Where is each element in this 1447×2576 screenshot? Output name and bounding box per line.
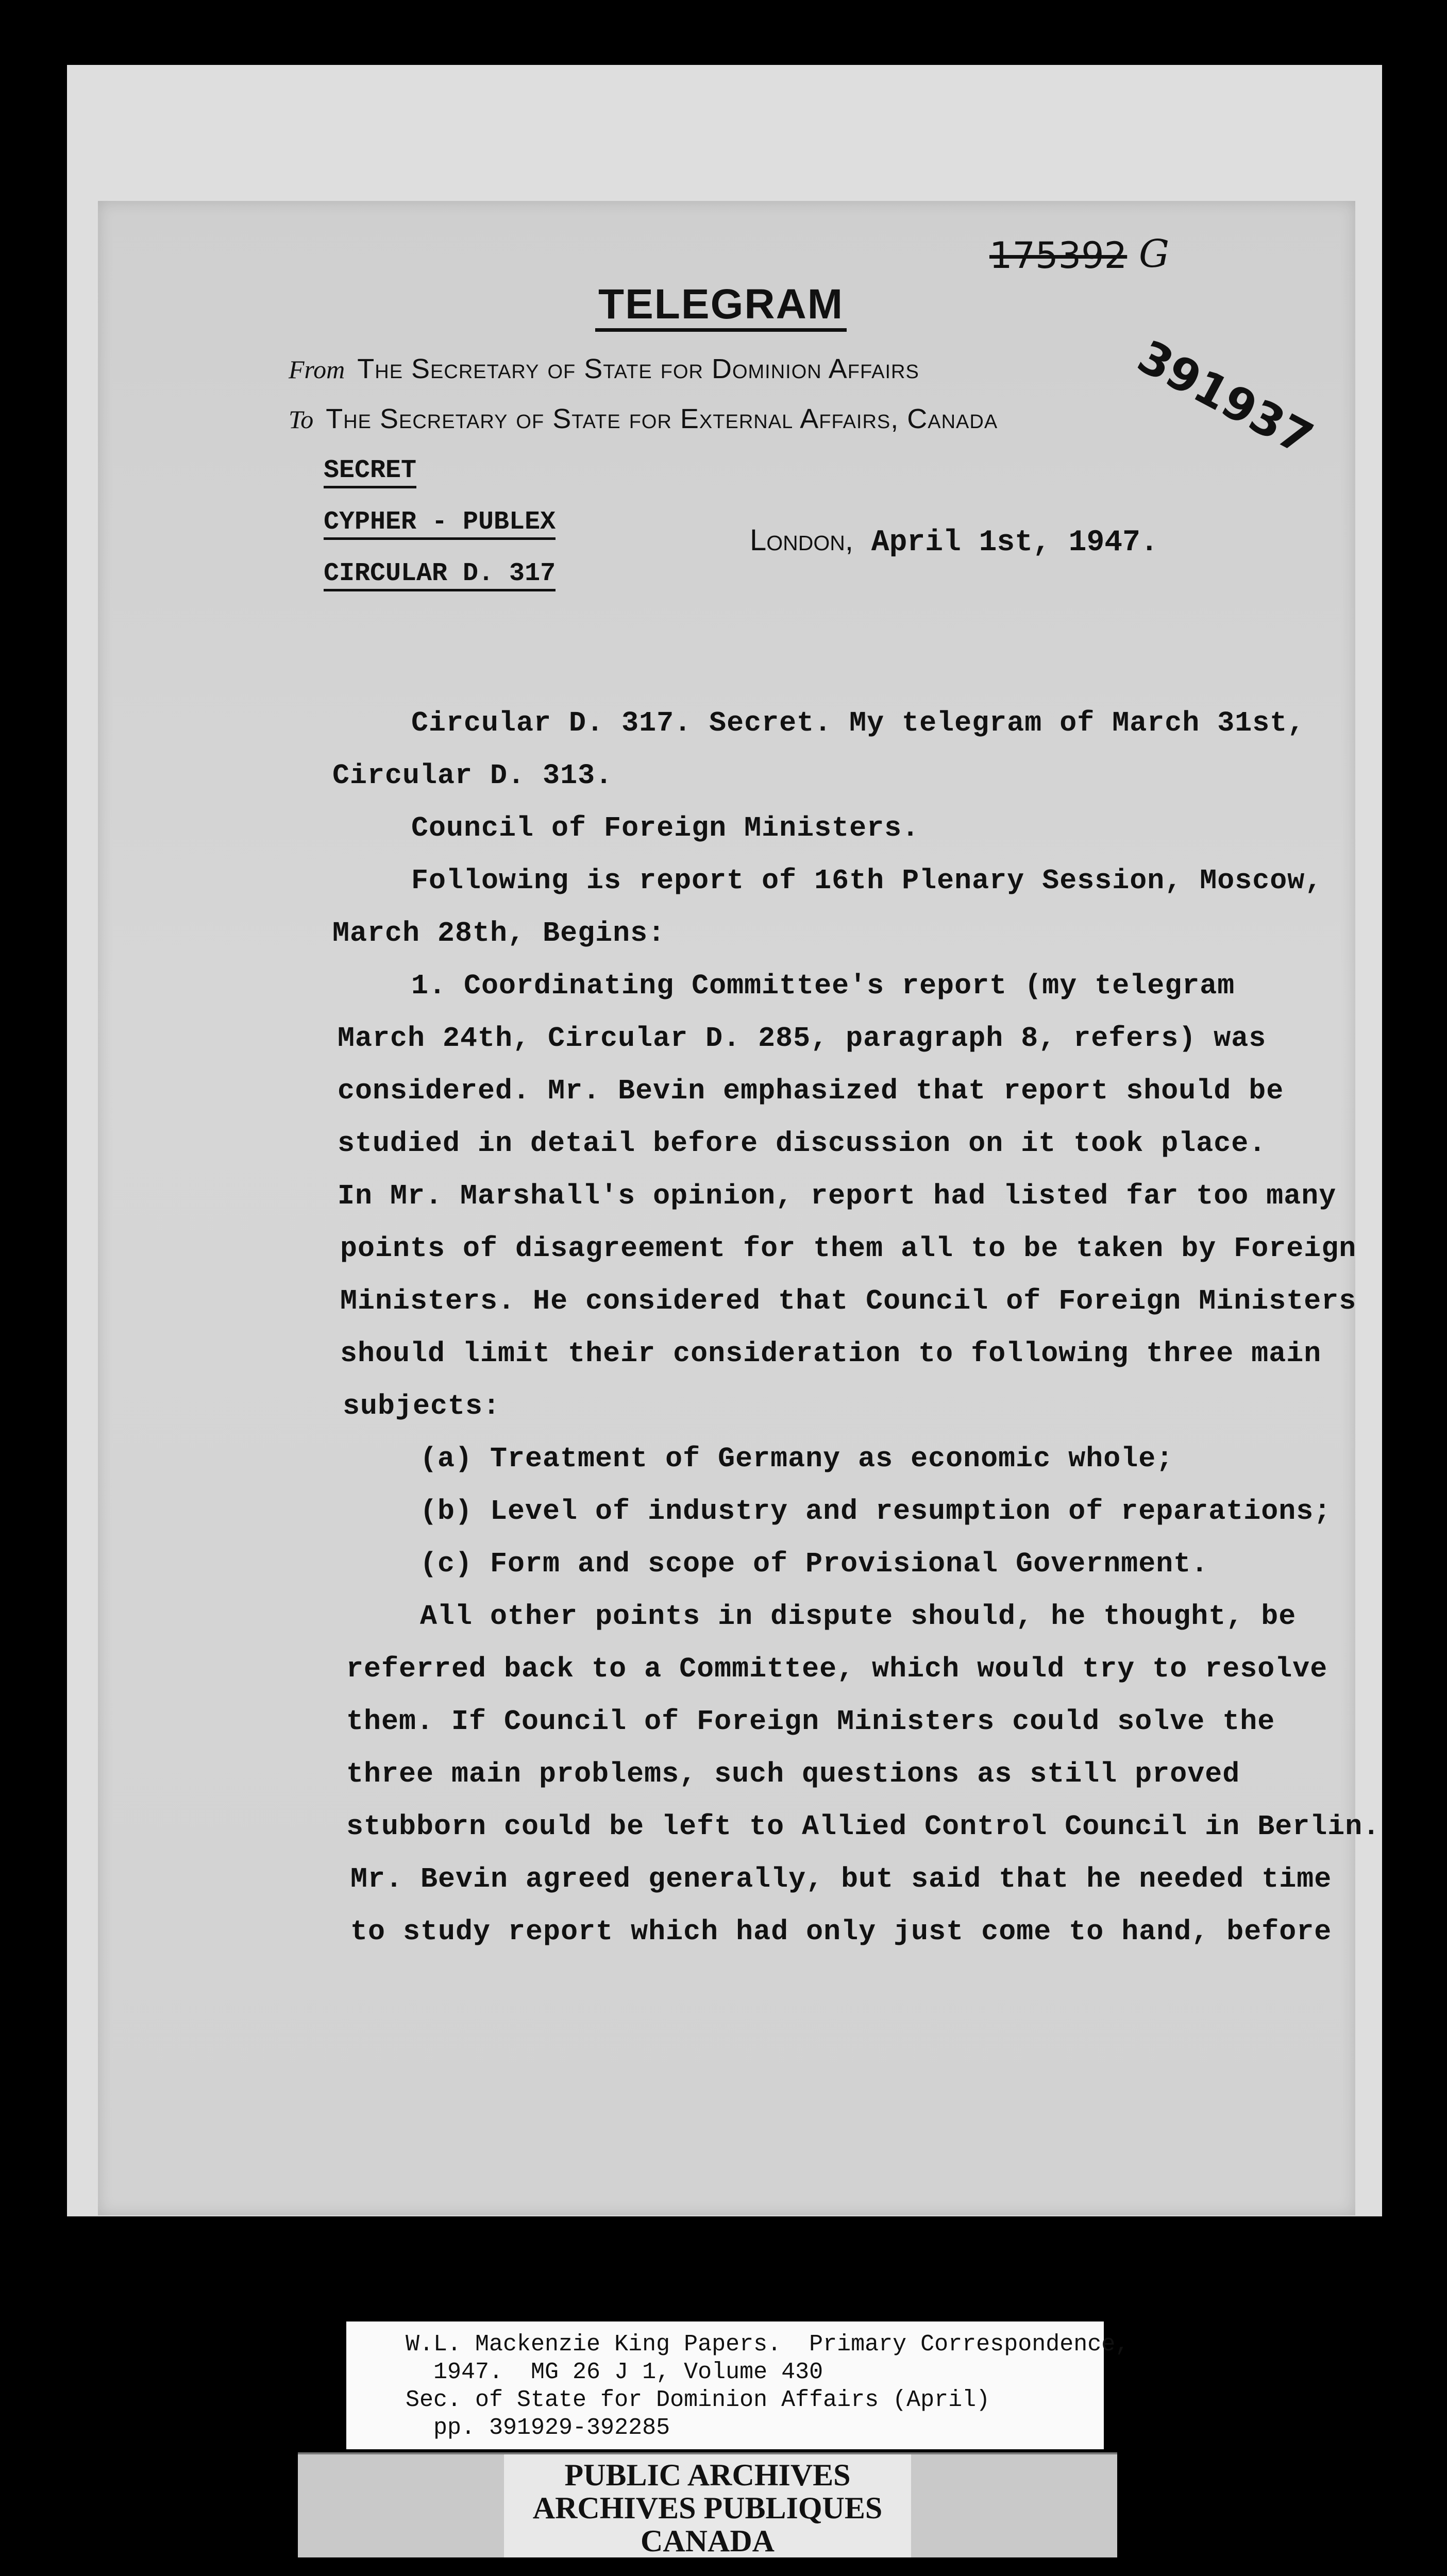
body-line: stubborn could be left to Allied Control Council in Berlin.: [346, 1810, 1381, 1843]
archive-caption: [346, 2321, 1130, 2449]
to-text: The Secretary of State for External Affairs, Canada: [326, 403, 998, 434]
archive-stamp-label: [504, 2454, 911, 2557]
body-line: Council of Foreign Ministers.: [411, 812, 920, 844]
to-label: To: [289, 405, 314, 434]
body-line: Following is report of 16th Plenary Session, Moscow,: [411, 865, 1323, 897]
stamped-page-number: 391937: [1129, 330, 1322, 466]
body-line: Ministers. He considered that Council of Foreign Ministers: [340, 1285, 1357, 1317]
body-line: In Mr. Marshall's opinion, report had listed far too many: [338, 1180, 1337, 1212]
caption-line: Sec. of State for Dominion Affairs (April): [406, 2387, 990, 2413]
body-line: March 24th, Circular D. 285, paragraph 8, refers) was: [338, 1022, 1267, 1055]
handwritten-reference-crossed: 175392: [989, 234, 1128, 277]
classification-circular: CIRCULAR D. 317: [324, 559, 556, 591]
body-line: studied in detail before discussion on it took place.: [338, 1127, 1267, 1160]
classification-cypher: CYPHER - PUBLEX: [324, 507, 556, 540]
stamp-line: CANADA: [641, 2524, 775, 2558]
dateline-date: April 1st, 1947.: [871, 526, 1158, 560]
body-line: Circular D. 313.: [332, 759, 613, 792]
handwritten-reference-suffix: G: [1139, 232, 1170, 276]
body-line: referred back to a Committee, which would try to resolve: [346, 1653, 1328, 1685]
body-line: 1. Coordinating Committee's report (my telegram: [411, 970, 1235, 1002]
body-line: March 28th, Begins:: [332, 917, 666, 950]
body-line: points of disagreement for them all to be taken by Foreign: [340, 1232, 1357, 1265]
from-line: [289, 353, 919, 385]
body-line: them. If Council of Foreign Ministers could solve the: [346, 1705, 1275, 1738]
dateline-place: London,: [750, 523, 853, 557]
body-line: Mr. Bevin agreed generally, but said that he needed time: [350, 1863, 1332, 1895]
telegram-title: TELEGRAM: [595, 281, 847, 332]
classification-secret: SECRET: [324, 456, 416, 488]
caption-line: pp. 391929-392285: [406, 2415, 670, 2441]
body-line: three main problems, such questions as still proved: [346, 1758, 1240, 1790]
caption-line: 1947. MG 26 J 1, Volume 430: [406, 2359, 823, 2385]
stamp-line: ARCHIVES PUBLIQUES: [532, 2491, 883, 2525]
body-line: considered. Mr. Bevin emphasized that report should be: [338, 1075, 1284, 1107]
body-line: All other points in dispute should, he thought, be: [420, 1600, 1297, 1633]
body-line: subjects:: [343, 1390, 501, 1422]
body-line: should limit their consideration to following three main: [340, 1337, 1322, 1370]
to-line: [289, 403, 998, 435]
stamp-line: PUBLIC ARCHIVES: [564, 2458, 851, 2492]
from-label: From: [289, 355, 345, 384]
body-line: (b) Level of industry and resumption of reparations;: [420, 1495, 1332, 1528]
body-line: Circular D. 317. Secret. My telegram of March 31st,: [411, 707, 1305, 739]
body-line: to study report which had only just come to hand, before: [350, 1916, 1332, 1948]
body-line: (c) Form and scope of Provisional Government.: [420, 1548, 1209, 1580]
body-line: (a) Treatment of Germany as economic whole;: [420, 1443, 1174, 1475]
dateline: [750, 523, 1158, 560]
archive-stamp: [298, 2452, 1117, 2557]
from-text: The Secretary of State for Dominion Affairs: [357, 353, 919, 384]
caption-line: W.L. Mackenzie King Papers. Primary Correspondence,: [406, 2331, 1130, 2358]
